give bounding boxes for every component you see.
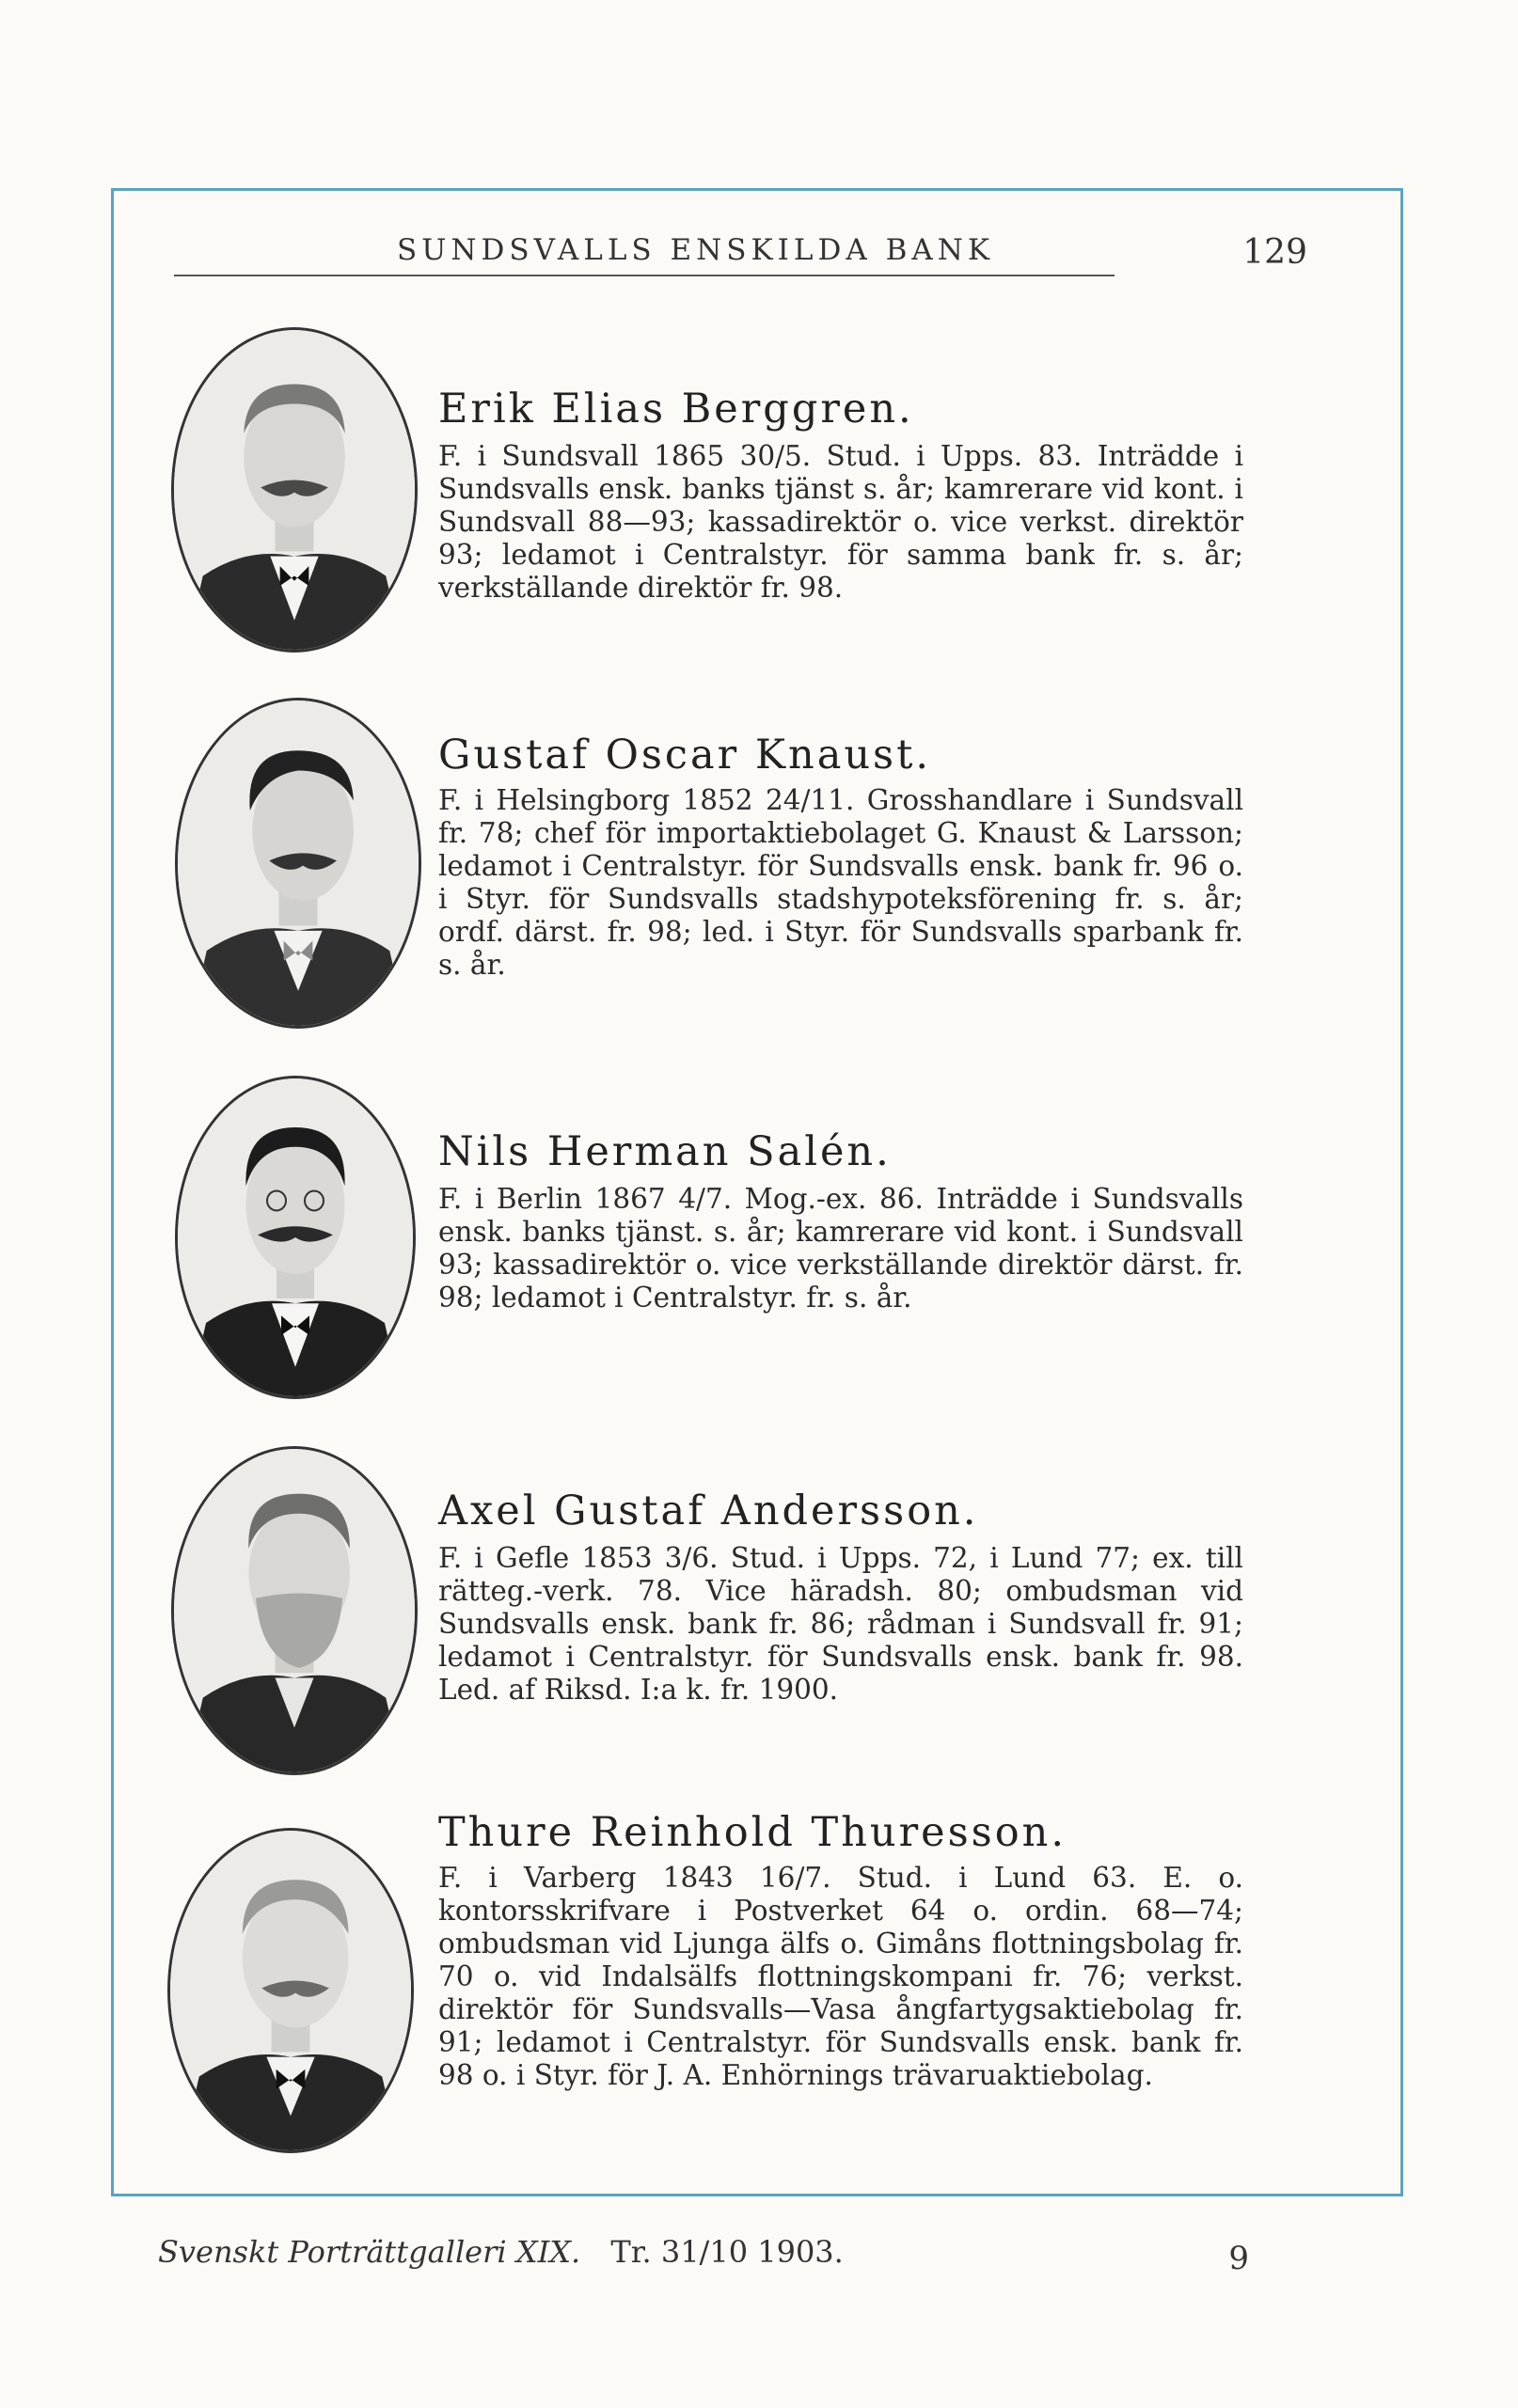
person-bio: F. i Berlin 1867 4/7. Mog.-ex. 86. Inträdde i Sundsvalls ensk. banks tjänst. s. år; kamrerare vid kont. i Sundsvall 93; kassadirektör o. vice verkställande direktör därst. fr. 98; ledamot i Centralstyr. fr. s. år.	[438, 1183, 1243, 1314]
person-name: Nils Herman Salén.	[438, 1128, 892, 1175]
person-name: Thure Reinhold Thuresson.	[438, 1809, 1067, 1856]
person-bio: F. i Helsingborg 1852 24/11. Grosshandlare i Sundsvall fr. 78; chef för importaktiebolaget G. Knaust & Larsson; ledamot i Centralstyr. för Sundsvalls ensk. bank fr. 96 o. i Styr. för Sundsvalls stadshypoteksförening fr. s. år; ordf. därst. fr. 98; led. i Styr. för Sundsvalls sparbank fr. s. år.	[438, 784, 1243, 981]
header-rule	[174, 275, 1115, 276]
portrait-image	[174, 330, 415, 650]
portrait-andersson	[171, 1446, 418, 1775]
person-name: Axel Gustaf Andersson.	[438, 1487, 979, 1535]
portrait-berggren	[171, 327, 418, 653]
footer-signature: 9	[1228, 2240, 1249, 2277]
portrait-salen	[175, 1076, 416, 1399]
portrait-knaust	[175, 698, 421, 1029]
person-name: Erik Elias Berggren.	[438, 386, 914, 433]
person-bio: F. i Sundsvall 1865 30/5. Stud. i Upps. 83. Inträdde i Sundsvalls ensk. banks tjänst s. år; kamrerare vid kont. i Sundsvall 88—93; kassadirektör o. vice verkst. direktör 93; ledamot i Centralstyr. för samma bank fr. s. år; verkställande direktör fr. 98.	[438, 440, 1243, 604]
portrait-image	[174, 1449, 415, 1772]
running-head	[179, 233, 1307, 280]
portrait-thuresson	[167, 1828, 414, 2153]
portrait-image	[178, 700, 419, 1026]
portrait-image	[178, 1078, 413, 1396]
page-number: 129	[1242, 233, 1307, 272]
footer-issue: Tr. 31/10 1903.	[610, 2234, 844, 2270]
footer-source: Svenskt Porträttgalleri XIX.	[158, 2234, 581, 2270]
person-name: Gustaf Oscar Knaust.	[438, 732, 932, 779]
running-title: SUNDSVALLS ENSKILDA BANK	[397, 233, 995, 267]
page-footer	[158, 2234, 1249, 2281]
portrait-image	[170, 1831, 411, 2150]
person-bio: F. i Varberg 1843 16/7. Stud. i Lund 63. E. o. kontorsskrifvare i Postverket 64 o. ordin. 68—74; ombudsman vid Ljunga älfs o. Gimåns flottningsbolag fr. 70 o. vid Indalsälfs flottningskompani fr. 76; verkst. direktör för Sundsvalls—Vasa ångfartygsaktiebolag fr. 91; ledamot i Centralstyr. för Sundsvalls ensk. bank fr. 98 o. i Styr. för J. A. Enhörnings trävaruaktiebolag.	[438, 1862, 1243, 2091]
person-bio: F. i Gefle 1853 3/6. Stud. i Upps. 72, i Lund 77; ex. till rätteg.-verk. 78. Vice häradsh. 80; ombudsman vid Sundsvalls ensk. bank fr. 86; rådman i Sundsvall fr. 91; ledamot i Centralstyr. för Sundsvalls ensk. bank fr. 98. Led. af Riksd. I:a k. fr. 1900.	[438, 1542, 1243, 1706]
